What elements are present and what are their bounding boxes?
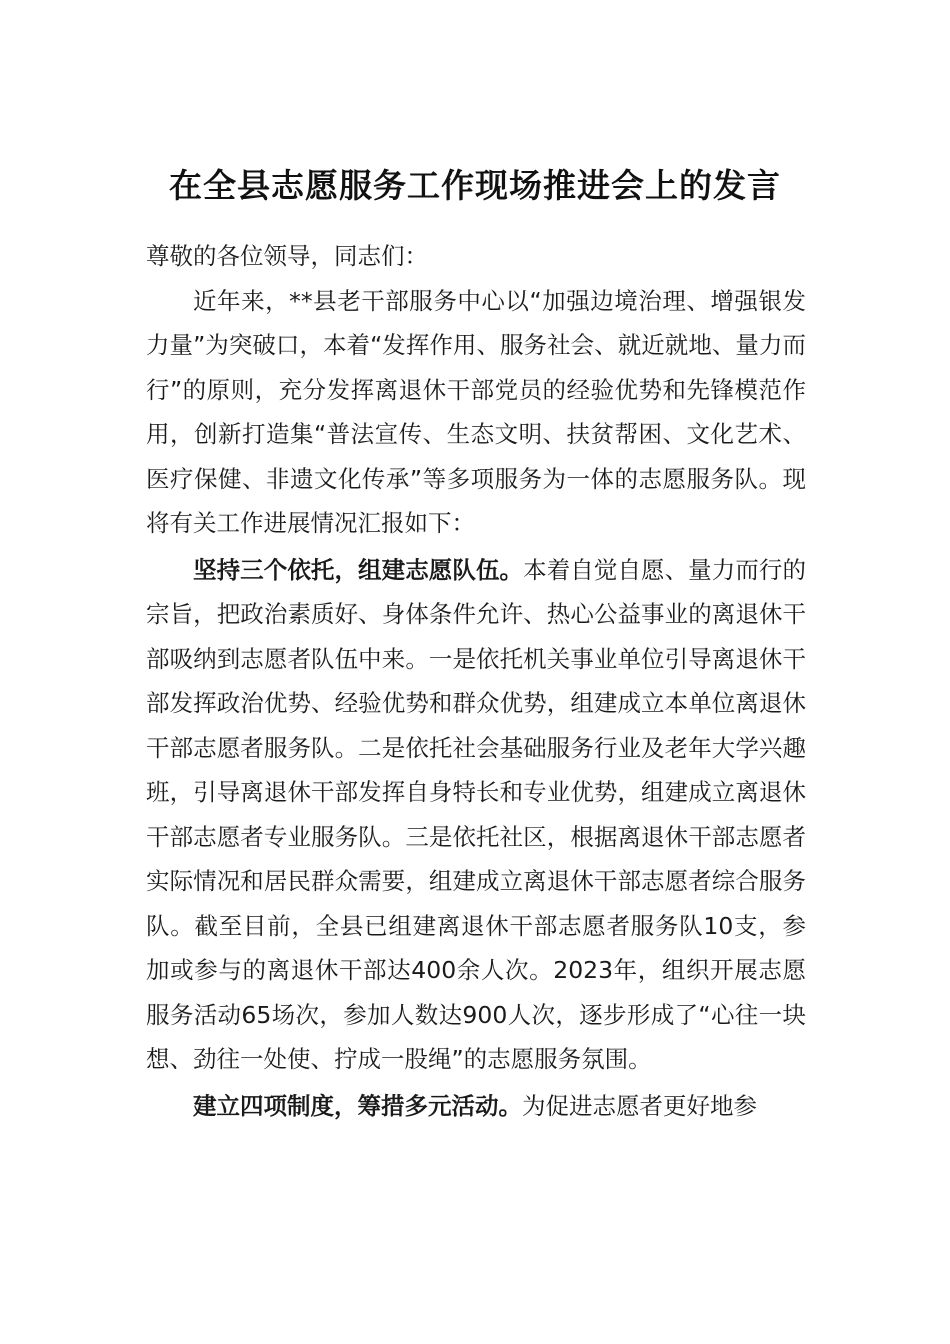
paragraph-four-systems — [146, 1084, 806, 1129]
paragraph-text: 为促进志愿者更好地参 — [522, 1091, 757, 1120]
paragraph-lead-heading: 坚持三个依托，组建志愿队伍。 — [193, 555, 524, 584]
paragraph-three-supports — [146, 548, 806, 1082]
paragraph-lead-heading: 建立四项制度，筹措多元活动。 — [193, 1091, 522, 1120]
document-title: 在全县志愿服务工作现场推进会上的发言 — [169, 166, 781, 205]
document-body — [146, 234, 806, 1128]
paragraph-text: 本着自觉自愿、量力而行的宗旨，把政治素质好、身体条件允许、热心公益事业的离退休干部吸纳到志愿者队伍中来。一是依托机关事业单位引导离退休干部发挥政治优势、经验优势和群众优势，组建成立本单位离退休干部志愿者服务队。二是依托社会基础服务行业及老年大学兴趣班，引导离退休干部发挥自身特长和专业优势，组建成立离退休干部志愿者专业服务队。三是依托社区，根据离退休干部志愿者实际情况和居民群众需要，组建成立离退休干部志愿者综合服务队。截至目前，全县已组建离退休干部志愿者服务队10支，参加或参与的离退休干部达400余人次。2023年，组织开展志愿服务活动65场次，参加人数达900人次，逐步形成了“心往一块想、劲往一处使、拧成一股绳”的志愿服务氛围。 — [146, 555, 807, 1073]
paragraph-intro — [146, 279, 806, 546]
salutation: 尊敬的各位领导，同志们： — [146, 242, 428, 270]
paragraph-text: 近年来，**县老干部服务中心以“加强边境治理、增强银发力量”为突破口，本着“发挥作用、服务社会、就近就地、量力而行”的原则，充分发挥离退休干部党员的经验优势和先锋模范作用，创新打造集“普法宣传、生态文明、扶贫帮困、文化艺术、医疗保健、非遗文化传承”等多项服务为一体的志愿服务队。现将有关工作进展情况汇报如下： — [146, 286, 806, 537]
